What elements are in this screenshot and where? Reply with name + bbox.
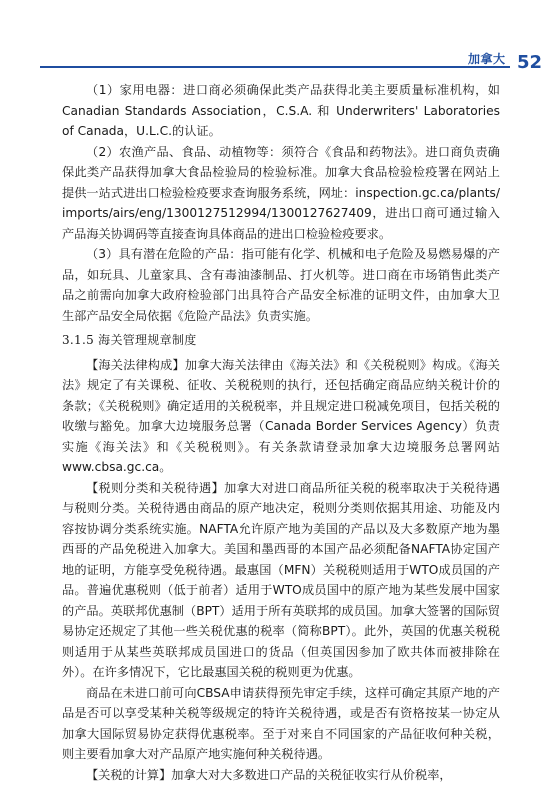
paragraph-duty-calculation: 【关税的计算】加拿大对大多数进口产品的关税征收实行从价税率， [86,767,452,782]
running-header-country: 加拿大 [468,52,506,66]
page-body [62,80,500,785]
paragraph-customs-law: 【海关法律构成】加拿大海关法律由《海关法》和《关税税则》构成。《海关法》规定了有关课税、征收、关税税则的执行，还包括确定商品应纳关税计价的条款；《关税税则》确定适用的关税税率，并且规定进口税减免项目，包括关税的收缴与豁免。加拿大边境服务总署（Canada Border Services Agency）负责实施《海关法》和《关税税则》。有关条款请登录加拿大边境服务总署网站www.cbsa.gc.ca。 [62,357,500,474]
section-heading: 3.1.5 海关管理规章制度 [62,333,197,347]
page-header [0,0,559,73]
paragraph-tariff-classification: 【税则分类和关税待遇】加拿大对进口商品所征关税的税率取决于关税待遇与税则分类。关税待遇由商品的原产地决定，税则分类则依据其用途、功能及内容按协调分类系统实施。NAFTA允许原产地为美国的产品以及大多数原产地为墨西哥的产品免税进入加拿大。美国和墨西哥的本国产品必须配备NAFTA协定国产地的证明，方能享受免税待遇。最惠国（MFN）关税税则适用于WTO成员国的产品。普遍优惠税则（低于前者）适用于WTO成员国中的原产地为某些发展中国家的产品。英联邦优惠制（BPT）适用于所有英联邦的成员国。加拿大签署的国际贸易协定还规定了其他一些关税优惠的税率（简称BPT）。此外，英国的优惠关税税则适用于从某些英联邦成员国进口的货品（但英国因参加了欧共体而被排除在外）。在许多情况下，它比最惠国关税的税则更为优惠。 [62,480,500,679]
paragraph-household-appliances: （1）家用电器：进口商必须确保此类产品获得北美主要质量标准机构，如 Canadian Standards Association，C.S.A. 和 Underwriters' Laboratories of Canada，U.L.C.的认证。 [62,83,500,138]
header-rule [40,66,510,68]
paragraph-agri-food: （2）农渔产品、食品、动植物等：须符合《食品和药物法》。进口商负责确保此类产品获得加拿大食品检验局的检验标准。加拿大食品检验检疫署在网站上提供一站式进出口检验检疫要求查询服务系统，网址：inspection.gc.ca/plants/imports/airs/eng/1300127512994/130012762​7409，进出口商可通过输入产品海关协调码等直接查询具体商品的进出口检验检疫要求。 [62,144,500,241]
paragraph-hazardous-products: （3）具有潜在危险的产品：指可能有化学、机械和电子危险及易燃易爆的产品，如玩具、儿童家具、含有毒油漆制品、打火机等。进口商在市场销售此类产品之前需向加拿大政府检验部门出具符合产品安全标准的证明文件，由加拿大卫生部产品安全局依据《危险产品法》负责实施。 [62,247,500,323]
paragraph-advance-ruling: 商品在未进口前可向CBSA申请获得预先审定手续，这样可确定其原产地的产品是否可以享受某种关税等级规定的特许关税待遇，或是否有资格按某一协定从加拿大国际贸易协定获得优惠税率。至于对来自不同国家的产品征收何种关税，则主要看加拿大对产品原产地实施何种关税待遇。 [62,685,500,761]
page-number: 52 [517,52,543,73]
